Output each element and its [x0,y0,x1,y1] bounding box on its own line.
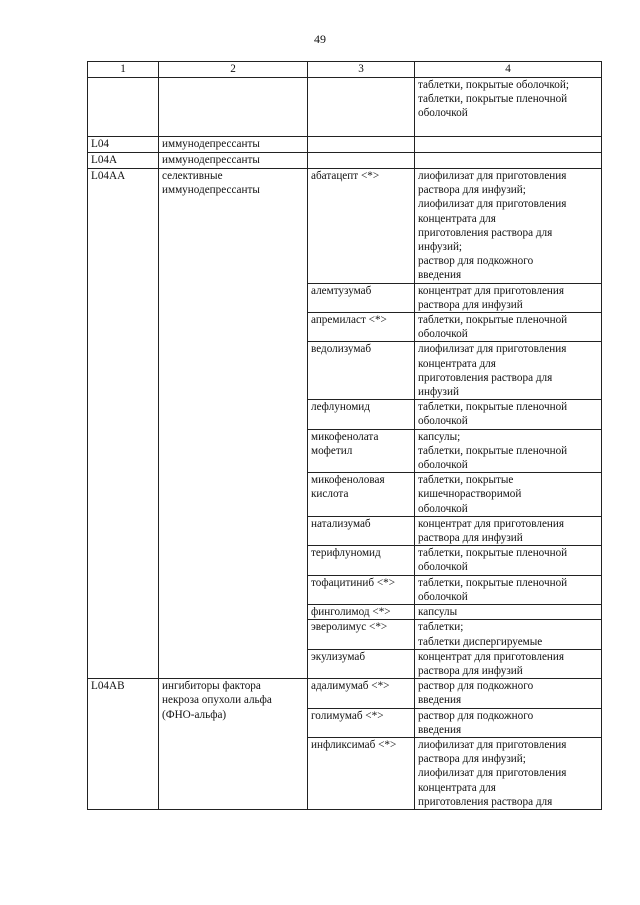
atc-code: L04A [88,153,159,169]
drug-name: адалимумаб <*> [308,679,415,708]
drug-name: микофенолата мофетил [308,429,415,473]
table-row [88,169,602,284]
dosage-form: капсулы; таблетки, покрытые пленочной оболочкой [415,429,602,473]
dosage-form: таблетки; таблетки диспергируемые [415,620,602,649]
dosage-form: концентрат для приготовления раствора для инфузий [415,283,602,312]
atc-code: L04 [88,137,159,153]
dosage-form: таблетки, покрытые пленочной оболочкой [415,546,602,575]
atc-code [88,78,159,137]
group-name: селективные иммунодепрессанты [159,169,308,679]
group-name [159,78,308,137]
dosage-form: лиофилизат для приготовления раствора для инфузий; лиофилизат для приготовления концентрата для приготовления раствора для инфузий; раствор для подкожного введения [415,169,602,284]
header-col-2: 2 [159,62,308,78]
drug-name: терифлуномид [308,546,415,575]
dosage-form: таблетки, покрытые пленочной оболочкой [415,313,602,342]
dosage-form: раствор для подкожного введения [415,679,602,708]
drug-name [308,78,415,137]
atc-code: L04AA [88,169,159,679]
header-col-3: 3 [308,62,415,78]
drug-name: финголимод <*> [308,605,415,620]
drug-name: лефлуномид [308,400,415,429]
dosage-form: лиофилизат для приготовления концентрата для приготовления раствора для инфузий [415,342,602,400]
header-col-4: 4 [415,62,602,78]
table-row [88,153,602,169]
dosage-form [415,137,602,153]
dosage-form: таблетки, покрытые оболочкой; таблетки, покрытые пленочной оболочкой [415,78,602,137]
atc-code: L04AB [88,679,159,810]
drug-name: алемтузумаб [308,283,415,312]
drug-name [308,153,415,169]
dosage-form: концентрат для приготовления раствора для инфузий [415,649,602,678]
dosage-form: таблетки, покрытые кишечнорастворимой оболочкой [415,473,602,517]
dosage-form: капсулы [415,605,602,620]
group-name: ингибиторы фактора некроза опухоли альфа (ФНО-альфа) [159,679,308,810]
dosage-form: лиофилизат для приготовления раствора для инфузий; лиофилизат для приготовления концентрата для приготовления раствора для [415,737,602,809]
drug-name: абатацепт <*> [308,169,415,284]
drug-name: эверолимус <*> [308,620,415,649]
table-row [88,679,602,708]
drug-name: тофацитиниб <*> [308,575,415,604]
drug-name: апремиласт <*> [308,313,415,342]
dosage-form: раствор для подкожного введения [415,708,602,737]
dosage-form: таблетки, покрытые пленочной оболочкой [415,575,602,604]
drug-name: инфликсимаб <*> [308,737,415,809]
drug-name: экулизумаб [308,649,415,678]
header-row [88,62,602,78]
header-col-1: 1 [88,62,159,78]
dosage-form: таблетки, покрытые пленочной оболочкой [415,400,602,429]
dosage-form: концентрат для приготовления раствора для инфузий [415,516,602,545]
group-name: иммунодепрессанты [159,153,308,169]
table-row [88,78,602,137]
page-number: 49 [314,32,326,46]
drug-name: натализумаб [308,516,415,545]
drug-name: ведолизумаб [308,342,415,400]
dosage-form [415,153,602,169]
drug-name [308,137,415,153]
drug-name: микофеноловая кислота [308,473,415,517]
group-name: иммунодепрессанты [159,137,308,153]
drug-name: голимумаб <*> [308,708,415,737]
table-row [88,137,602,153]
medicines-table [87,61,602,810]
